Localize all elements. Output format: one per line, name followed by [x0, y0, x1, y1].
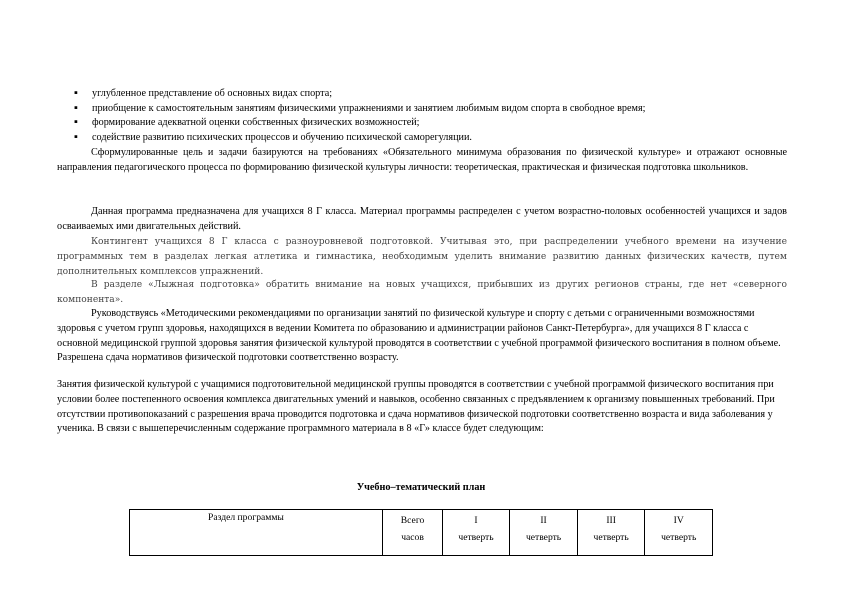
bullet-item: ▪ содействие развитию психических процессов и обучению психической саморегуляции.: [72, 131, 792, 146]
quarter-word: четверть: [458, 532, 494, 543]
paragraph-program-purpose: Данная программа предназначена для учащихся 8 Г класса. Материал программы распределен с учетом возрастно-половых особенностей учащихся и задов осваиваемых ими двигательных действий.: [57, 206, 787, 232]
paragraph-preparatory-group: Занятия физической культурой с учащимися подготовительной медицинской группы проводятся в соответствии с учебной программой физического воспитания при условии более постепенного освоения комплекса двигательных умений и навыков, особенно связанных с предъявлением к организму повышенных требований. При отсутствии противопоказаний с разрешения врача проводится подготовка и сдача нормативов физической подготовки соответственно возраста и вида заболевания у ученика. В связи с вышеперечисленным содержание программного материала в 8 «Г» классе будет следующим:: [57, 379, 775, 435]
paragraph-ski-training: В разделе «Лыжная подготовка» обратить внимание на новых учащихся, прибывших из других регионов страны, где нет «северного компонента».: [57, 280, 787, 305]
header-quarter-1: [442, 510, 510, 556]
goals-bullet-list: [72, 87, 792, 145]
bullet-item: ▪ приобщение к самостоятельным занятиям физическими упражнениями и занятием любимым видом спорта в свободное время;: [72, 102, 792, 117]
hours-line-2: часов: [401, 532, 424, 543]
bullet-item: ▪ углубленное представление об основных видах спорта;: [72, 87, 792, 102]
header-quarter-4: [645, 510, 713, 556]
quarter-word: четверть: [661, 532, 697, 543]
quarter-number: III: [606, 515, 616, 526]
plan-table: [129, 509, 713, 556]
paragraph-goals-basis: Сформулированные цель и задачи базируются на требованиях «Обязательного минимума образования по физической культуре» и отражают основные направления педагогического процесса по формированию физической культуры личности: теоретическая, практическая и физическая подготовка школьников.: [57, 147, 787, 173]
header-total-hours: [383, 510, 442, 556]
hours-line-1: Всего: [400, 515, 425, 526]
paragraph-contingent: Контингент учащихся 8 Г класса с разноуровневой подготовкой. Учитывая это, при распределении учебного времени на изучение программных тем в разделах легкая атлетика и гимнастика, необходимым уделить внимание развитию данных физических качеств, путем дополнительных комплексов упражнений.: [57, 237, 787, 277]
quarter-word: четверть: [525, 532, 562, 543]
plan-title: Учебно–тематический план: [356, 482, 486, 493]
header-section: Раздел программы: [130, 510, 383, 556]
table-header-row: [130, 510, 713, 556]
quarter-number: IV: [673, 515, 684, 526]
paragraph-guidelines: Руководствуясь «Методическими рекомендациями по организации занятий по физической культуре и спорту с детьми с ограниченными возможностями здоровья с учетом групп здоровья, находящихся в ведении Комитета по образованию и администрации районов Санкт-Петербурга», для учащихся 8 Г класса с основной медицинской группой здоровья занятия физической культурой проводятся в соответствии с учебной программой физического воспитания в полном объеме. Разрешена сдача нормативов физической подготовки соответственно возрасту.: [57, 308, 781, 364]
bullet-item: ▪ формирование адекватной оценки собственных физических возможностей;: [72, 116, 792, 131]
quarter-number: II: [540, 515, 547, 526]
header-quarter-3: [577, 510, 645, 556]
header-quarter-2: [510, 510, 578, 556]
quarter-word: четверть: [593, 532, 629, 543]
quarter-number: I: [474, 515, 478, 526]
